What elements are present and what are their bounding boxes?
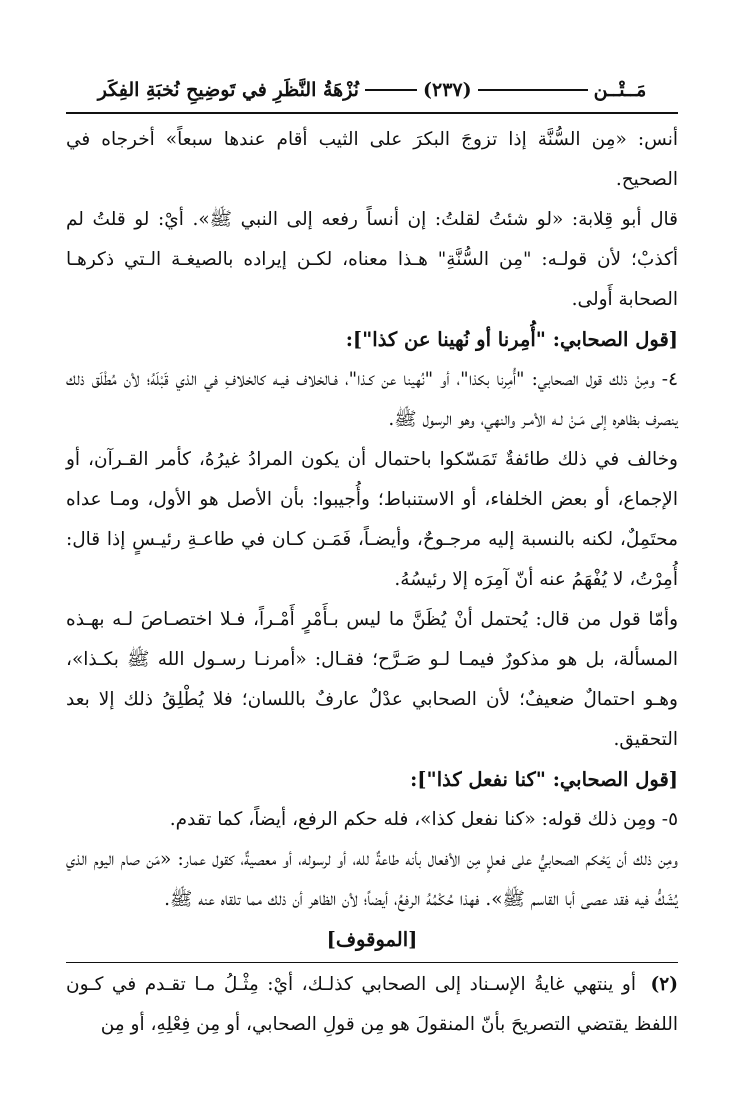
paragraph-3: ٤- ومِنْ ذلك قول الصحابي: "أُمِرنا بكذا"، أو "نُهينا عن كـذا"، فـالخلاف فيـه كالخلافِ في الذي قَبْلَهُ؛ لأن مُطْلَق ذلك ينصرف بظاهره إلى مَـنْ لـه الأمـر والنهي، وهو الرسول ﷺ. [66,368,678,430]
section-heading-mawquf: [الموقوف] [326,927,418,951]
book-title: نُزْهَةُ النَّظَرِ في تَوضِيحِ نُخبَةِ الفِكَر [97,79,359,101]
section-heading-amirna: [قول الصحابي: "أُمِرنا أو نُهينا عن كذا"]: [345,327,678,351]
footnote-text: أو ينتهي غايةُ الإسـناد إلى الصحابي كذلـك، أيْ: مِثْـلُ مـا تقـدم في كـون اللفظ يقتضي التصريحَ بأنّ المنقولَ هو مِن قولِ الصحابي، أو مِن فِعْلِهِ، أو مِن [66,973,678,1035]
paragraph-2: قال أبو قِلابة: «لو شئتُ لقلتُ: إن أنساً رفعه إلى النبي ﷺ». أيْ: لو قلتُ لم أكذبْ؛ لأن قولـه: "مِن السُّنَّةِ" هـذا معناه، لكـن إيراده بالصيغـة الـتي ذكرهـا الصحابة أَولى. [66,208,678,310]
header-line-right [478,89,588,91]
footnote-divider [66,962,678,963]
footnote [66,965,678,1045]
header-rule [66,112,678,114]
header-line-left [365,89,417,91]
paragraph-7: ومِن ذلك أن يَحْكم الصحابيُّ على فعلٍ مِن الأفعال بأنه طاعةٌ لله، أو لرسوله، أو معصيةٌ، كقول عمار: «مَن صام اليوم الذي يُشَكُّ فيه فقد عصى أبا القاسم ﷺ». فهذا حُكْمُهُ الرفعُ، أيضاً؛ لأن الظاهر أن ذلك مما تلقاه عنه ﷺ. [66,848,678,910]
paragraph-4: وخالف في ذلك طائفةٌ تَمَسّكوا باحتمال أن يكون المرادُ غيرُهُ، كأمر القـرآن، أو الإجماع، أو بعض الخلفاء، أو الاستنباط؛ وأُجيبوا: بأن الأصل هو الأول، ومـا عداه محتَمِلٌ، لكنه بالنسبة إليه مرجـوحٌ، وأيضـاً، فَمَـن كـان في طاعـةِ رئيـسٍ إذا قال: أُمِرْتُ، لا يُفْهَمُ عنه أنّ آمِرَه إلا رئيسُهُ. [66,448,678,590]
section-heading-kunna: [قول الصحابي: "كنا نفعل كذا"]: [410,767,678,791]
paragraph-1: أنس: «مِن السُّنَّة إذا تزوجَ البكرَ على الثيب أقام عندها سبعاً» أخرجاه في الصحيح. [66,128,678,190]
running-header [66,70,678,110]
page-number: (٢٣٧) [422,79,472,101]
header-side-label: مَــتْــن [593,79,647,101]
paragraph-6: ٥- ومِن ذلك قوله: «كنا نفعل كذا»، فله حكم الرفع، أيضاً، كما تقدم. [169,808,678,830]
book-page [66,70,678,1100]
footnote-marker: (٢) [650,973,678,995]
paragraph-5: وأمّا قول من قال: يُحتمل أنْ يُظَنَّ ما ليس بـأَمْرٍ أَمْـراً، فـلا اختصـاصَ لـه بهـذه المسألة، بل هو مذكورٌ فيمـا لـو صَـرَّح؛ فقـال: «أمرنـا رسـول الله ﷺ بكـذا»، وهـو احتمالٌ ضعيفٌ؛ لأن الصحابي عدْلٌ عارفٌ باللسان؛ فلا يُطْلِقُ ذلك إلا بعد التحقيق. [66,608,678,750]
